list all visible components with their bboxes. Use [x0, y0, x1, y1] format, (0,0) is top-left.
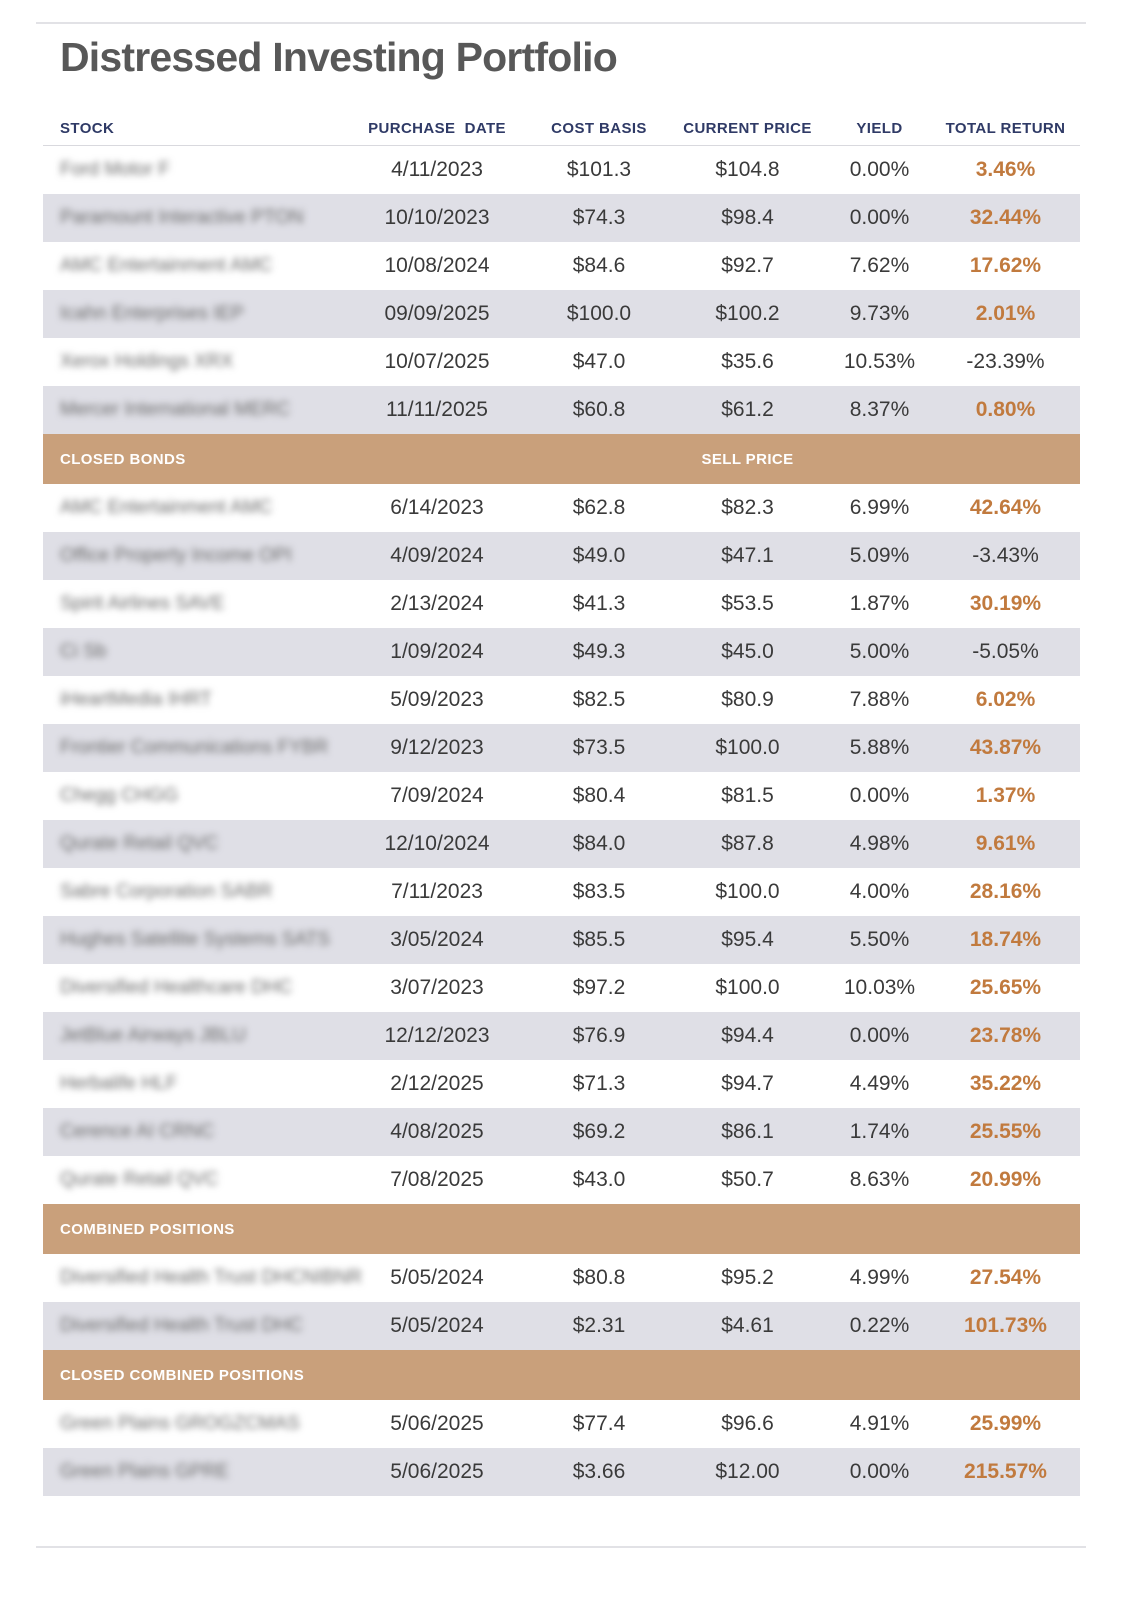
purchase-date: 4/09/2024 — [390, 544, 484, 567]
cost-basis: $60.8 — [572, 398, 626, 421]
stock-name: Office Property Income OPI — [60, 545, 292, 566]
header-purchase-date: PURCHASE DATE — [368, 119, 506, 137]
purchase-date: 3/05/2024 — [390, 928, 484, 951]
total-return: 25.99% — [969, 1412, 1042, 1435]
cost-basis: $97.2 — [572, 976, 626, 999]
current-price: $86.1 — [721, 1120, 774, 1143]
table-row — [43, 1254, 1080, 1302]
bottom-divider — [36, 1546, 1086, 1548]
yield: 4.49% — [849, 1072, 910, 1095]
cost-basis: $2.31 — [572, 1314, 626, 1337]
stock-name: Green Plains GROGZCMAS — [60, 1413, 300, 1434]
total-return: 25.65% — [969, 976, 1042, 999]
cost-basis: $80.4 — [572, 784, 626, 807]
table-row — [43, 338, 1080, 386]
total-return: 35.22% — [969, 1072, 1042, 1095]
total-return: 20.99% — [969, 1168, 1042, 1191]
table-row — [43, 242, 1080, 290]
current-price: $35.6 — [721, 350, 774, 373]
current-price: $100.0 — [715, 736, 780, 759]
stock-name: Diversified Healthcare DHC — [60, 977, 293, 998]
table-row — [43, 146, 1080, 194]
table-row — [43, 628, 1080, 676]
stock-name: Herbalife HLF — [60, 1073, 178, 1094]
table-row — [43, 580, 1080, 628]
yield: 4.00% — [849, 880, 910, 903]
total-return: 17.62% — [969, 254, 1042, 277]
stock-name: Sabre Corporation SABR — [60, 881, 273, 902]
current-price: $50.7 — [721, 1168, 774, 1191]
total-return: 28.16% — [969, 880, 1042, 903]
current-price: $92.7 — [721, 254, 774, 277]
cost-basis: $71.3 — [572, 1072, 626, 1095]
section-label: COMBINED POSITIONS — [60, 1220, 235, 1238]
purchase-date: 5/05/2024 — [390, 1266, 484, 1289]
stock-name: Chegg CHGG — [60, 785, 179, 806]
total-return: 2.01% — [975, 302, 1036, 325]
stock-name: Spirit Airlines SAVE — [60, 593, 225, 614]
cost-basis: $49.0 — [572, 544, 626, 567]
cost-basis: $101.3 — [566, 158, 632, 181]
purchase-date: 10/07/2025 — [384, 350, 490, 373]
section-label: CLOSED COMBINED POSITIONS — [60, 1366, 305, 1384]
header-cost-basis: COST BASIS — [551, 119, 647, 137]
section-label: CLOSED BONDS — [60, 450, 186, 468]
header-current-price: CURRENT PRICE — [683, 119, 812, 137]
table-row — [43, 868, 1080, 916]
yield: 0.00% — [849, 784, 910, 807]
stock-name: JetBlue Airways JBLU — [60, 1025, 246, 1046]
purchase-date: 4/11/2023 — [391, 158, 483, 181]
stock-name: Frontier Communications FYBR — [60, 737, 329, 758]
yield: 9.73% — [849, 302, 910, 325]
current-price: $100.2 — [715, 302, 780, 325]
total-return: 215.57% — [964, 1460, 1047, 1483]
current-price: $53.5 — [721, 592, 774, 615]
yield: 0.00% — [849, 1024, 910, 1047]
cost-basis: $100.0 — [566, 302, 632, 325]
purchase-date: 6/14/2023 — [390, 496, 484, 519]
table-row — [43, 532, 1080, 580]
header-yield: YIELD — [856, 119, 903, 137]
purchase-date: 10/08/2024 — [384, 254, 490, 277]
section-header — [43, 1350, 1080, 1400]
total-return: 30.19% — [969, 592, 1042, 615]
table-row — [43, 820, 1080, 868]
purchase-date: 5/05/2024 — [390, 1314, 484, 1337]
table-row — [43, 772, 1080, 820]
stock-name: Cerence AI CRNC — [60, 1121, 215, 1142]
table-row — [43, 1108, 1080, 1156]
section-mid-label: SELL PRICE — [701, 450, 794, 468]
header-total-return: TOTAL RETURN — [945, 119, 1066, 137]
stock-name: Qurate Retail QVC — [60, 833, 219, 854]
purchase-date: 10/10/2023 — [384, 206, 490, 229]
table-row — [43, 1012, 1080, 1060]
yield: 4.98% — [849, 832, 910, 855]
current-price: $45.0 — [721, 640, 774, 663]
total-return: 0.80% — [975, 398, 1036, 421]
purchase-date: 2/12/2025 — [390, 1072, 484, 1095]
purchase-date: 11/11/2025 — [386, 398, 488, 421]
stock-name: Mercer International MERC — [60, 399, 291, 420]
purchase-date: 09/09/2025 — [384, 302, 490, 325]
purchase-date: 3/07/2023 — [390, 976, 484, 999]
cost-basis: $84.0 — [572, 832, 626, 855]
yield: 5.00% — [849, 640, 910, 663]
cost-basis: $80.8 — [572, 1266, 626, 1289]
table-row — [43, 194, 1080, 242]
current-price: $47.1 — [721, 544, 774, 567]
cost-basis: $41.3 — [572, 592, 626, 615]
yield: 1.87% — [849, 592, 910, 615]
total-return: 101.73% — [964, 1314, 1047, 1337]
yield: 0.00% — [849, 1460, 910, 1483]
yield: 5.09% — [849, 544, 910, 567]
stock-name: Xerox Holdings XRX — [60, 351, 234, 372]
purchase-date: 5/06/2025 — [390, 1460, 484, 1483]
yield: 7.88% — [849, 688, 910, 711]
yield: 0.00% — [849, 158, 910, 181]
cost-basis: $3.66 — [572, 1460, 626, 1483]
portfolio-table — [43, 111, 1080, 1496]
purchase-date: 7/09/2024 — [390, 784, 484, 807]
total-return: 42.64% — [969, 496, 1042, 519]
current-price: $82.3 — [721, 496, 774, 519]
total-return: 25.55% — [969, 1120, 1042, 1143]
yield: 7.62% — [849, 254, 910, 277]
total-return: -23.39% — [966, 350, 1045, 373]
stock-name: AMC Entertainment AMC — [60, 255, 273, 276]
stock-name: Paramount Interactive PTON — [60, 207, 304, 228]
stock-name: Green Plains GPRE — [60, 1461, 229, 1482]
cost-basis: $62.8 — [572, 496, 626, 519]
total-return: 27.54% — [969, 1266, 1042, 1289]
purchase-date: 1/09/2024 — [390, 640, 484, 663]
yield: 4.91% — [849, 1412, 910, 1435]
cost-basis: $76.9 — [572, 1024, 626, 1047]
yield: 0.00% — [849, 206, 910, 229]
section-header — [43, 434, 1080, 484]
total-return: 32.44% — [969, 206, 1042, 229]
table-row — [43, 290, 1080, 338]
cost-basis: $83.5 — [572, 880, 626, 903]
total-return: -3.43% — [972, 544, 1039, 567]
total-return: 23.78% — [969, 1024, 1042, 1047]
current-price: $104.8 — [715, 158, 780, 181]
table-row — [43, 1060, 1080, 1108]
total-return: 9.61% — [975, 832, 1036, 855]
section-header — [43, 1204, 1080, 1254]
current-price: $61.2 — [721, 398, 774, 421]
yield: 5.50% — [849, 928, 910, 951]
cost-basis: $49.3 — [572, 640, 626, 663]
current-price: $81.5 — [721, 784, 774, 807]
current-price: $4.61 — [721, 1314, 774, 1337]
stock-name: iHeartMedia IHRT — [60, 689, 212, 710]
cost-basis: $85.5 — [572, 928, 626, 951]
table-row — [43, 676, 1080, 724]
yield: 8.37% — [849, 398, 910, 421]
table-row — [43, 916, 1080, 964]
table-row — [43, 964, 1080, 1012]
cost-basis: $43.0 — [572, 1168, 626, 1191]
purchase-date: 5/06/2025 — [390, 1412, 484, 1435]
current-price: $95.2 — [721, 1266, 774, 1289]
current-price: $95.4 — [721, 928, 774, 951]
stock-name: Icahn Enterprises IEP — [60, 303, 244, 324]
current-price: $87.8 — [721, 832, 774, 855]
current-price: $100.0 — [715, 976, 780, 999]
current-price: $12.00 — [715, 1460, 780, 1483]
purchase-date: 9/12/2023 — [390, 736, 484, 759]
purchase-date: 2/13/2024 — [390, 592, 484, 615]
table-row — [43, 724, 1080, 772]
cost-basis: $84.6 — [572, 254, 626, 277]
table-row — [43, 1156, 1080, 1204]
total-return: 43.87% — [969, 736, 1042, 759]
cost-basis: $77.4 — [572, 1412, 626, 1435]
current-price: $96.6 — [721, 1412, 774, 1435]
yield: 10.53% — [843, 350, 916, 373]
purchase-date: 7/11/2023 — [391, 880, 483, 903]
yield: 0.22% — [849, 1314, 910, 1337]
purchase-date: 12/12/2023 — [384, 1024, 490, 1047]
table-row — [43, 1448, 1080, 1496]
current-price: $100.0 — [715, 880, 780, 903]
cost-basis: $74.3 — [572, 206, 626, 229]
purchase-date: 5/09/2023 — [390, 688, 484, 711]
stock-name: Hughes Satellite Systems SATS — [60, 929, 330, 950]
current-price: $94.7 — [721, 1072, 774, 1095]
cost-basis: $69.2 — [572, 1120, 626, 1143]
yield: 4.99% — [849, 1266, 910, 1289]
purchase-date: 7/08/2025 — [390, 1168, 484, 1191]
header-stock: STOCK — [60, 119, 115, 137]
purchase-date: 12/10/2024 — [384, 832, 490, 855]
current-price: $94.4 — [721, 1024, 774, 1047]
stock-name: Diversified Health Trust DHCNIBNR — [60, 1267, 362, 1288]
yield: 10.03% — [843, 976, 916, 999]
total-return: 3.46% — [975, 158, 1036, 181]
table-row — [43, 1400, 1080, 1448]
yield: 8.63% — [849, 1168, 910, 1191]
current-price: $98.4 — [721, 206, 774, 229]
stock-name: Qurate Retail QVC — [60, 1169, 219, 1190]
cost-basis: $47.0 — [572, 350, 626, 373]
table-row — [43, 386, 1080, 434]
page-title: Distressed Investing Portfolio — [60, 34, 617, 80]
current-price: $80.9 — [721, 688, 774, 711]
yield: 1.74% — [849, 1120, 910, 1143]
stock-name: Diversified Health Trust DHC — [60, 1315, 303, 1336]
stock-name: Ci Sb — [60, 641, 107, 662]
total-return: 18.74% — [969, 928, 1042, 951]
table-row — [43, 1302, 1080, 1350]
table-row — [43, 484, 1080, 532]
stock-name: Ford Motor F — [60, 159, 170, 180]
cost-basis: $82.5 — [572, 688, 626, 711]
stock-name: AMC Entertainment AMC — [60, 497, 273, 518]
cost-basis: $73.5 — [572, 736, 626, 759]
yield: 6.99% — [849, 496, 910, 519]
top-divider — [36, 22, 1086, 24]
total-return: -5.05% — [972, 640, 1039, 663]
yield: 5.88% — [849, 736, 910, 759]
total-return: 6.02% — [975, 688, 1036, 711]
purchase-date: 4/08/2025 — [390, 1120, 484, 1143]
total-return: 1.37% — [975, 784, 1036, 807]
table-header — [43, 111, 1080, 146]
